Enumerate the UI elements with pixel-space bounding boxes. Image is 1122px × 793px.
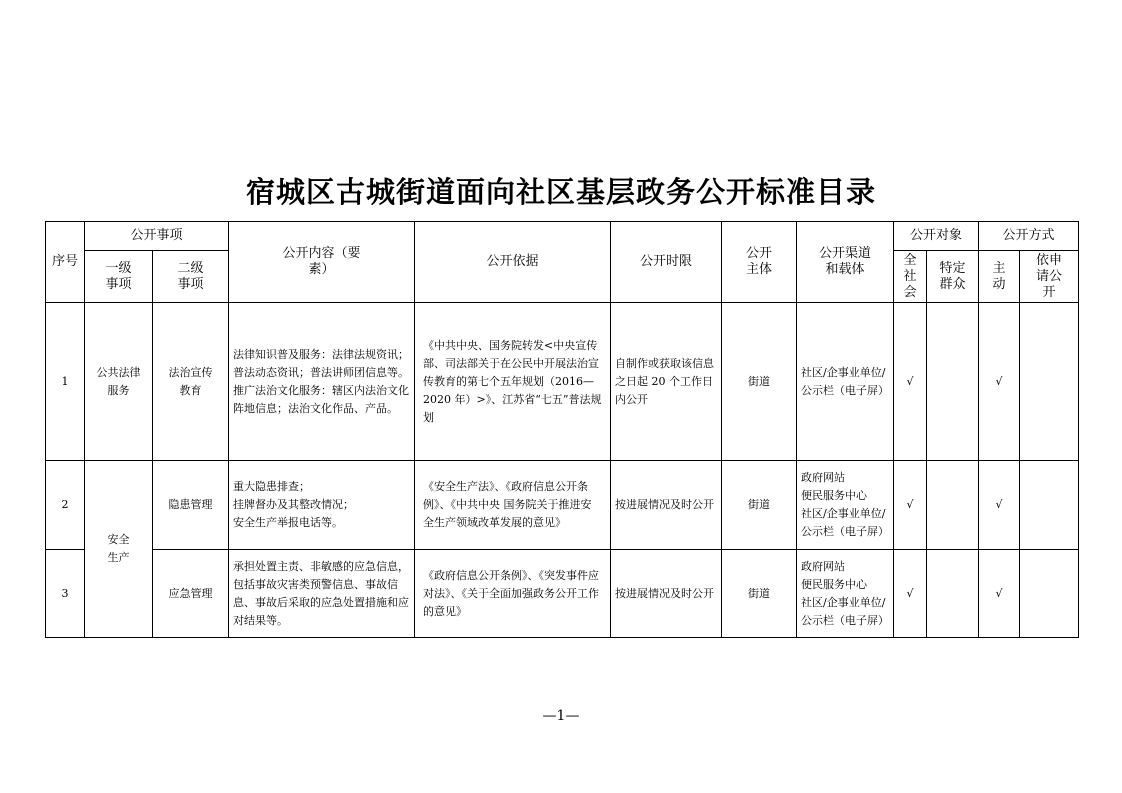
directory-table [45,221,1079,638]
row-check-request [1020,550,1079,638]
row-level1: 安全生产 [85,461,153,638]
table-row [46,461,1079,550]
row-time: 按进展情况及时公开 [611,550,722,638]
row-content: 重大隐患排查； 挂牌督办及其整改情况； 安全生产举报电话等。 [229,461,415,550]
row-check-request [1020,461,1079,550]
row-check-specific [927,461,979,550]
header-level2: 二级事项 [153,251,229,303]
header-seq: 序号 [46,222,85,303]
header-target-specific: 特定群众 [927,251,979,303]
header-basis: 公开依据 [415,222,611,303]
header-subject: 公开主体 [722,222,797,303]
row-check-request [1020,303,1079,461]
row-check-specific [927,303,979,461]
header-mode: 公开方式 [979,222,1079,251]
row-seq: 1 [46,303,85,461]
header-content: 公开内容（要素） [229,222,415,303]
header-row-1 [46,222,1079,251]
header-target: 公开对象 [894,222,979,251]
row-subject: 街道 [722,550,797,638]
row-channel: 社区/企事业单位/公示栏（电子屏） [797,303,894,461]
row-subject: 街道 [722,461,797,550]
row-level2: 法治宣传教育 [153,303,229,461]
header-level1: 一级事项 [85,251,153,303]
header-target-all: 全社会 [894,251,927,303]
row-basis: 《安全生产法》、《政府信息公开条例》、《中共中央 国务院关于推进安全生产领域改革发展的意见》 [415,461,611,550]
row-check-all: √ [894,303,927,461]
row-basis: 《中共中央、国务院转发<中央宣传部、司法部关于在公民中开展法治宣传教育的第七个五年规划（2016—2020 年）>》、江苏省“七五”普法规划 [415,303,611,461]
row-check-active: √ [979,303,1020,461]
row-subject: 街道 [722,303,797,461]
row-content: 法律知识普及服务：法律法规资讯；普法动态资讯；普法讲师团信息等。 推广法治文化服务：辖区内法治文化阵地信息；法治文化作品、产品。 [229,303,415,461]
page-title: 宿城区古城街道面向社区基层政务公开标准目录 [245,175,876,209]
row-basis: 《政府信息公开条例》、《突发事件应对法》、《关于全面加强政务公开工作的意见》 [415,550,611,638]
row-check-specific [927,550,979,638]
row-channel: 政府网站 便民服务中心 社区/企事业单位/公示栏（电子屏） [797,461,894,550]
row-check-all: √ [894,461,927,550]
header-channel: 公开渠道和载体 [797,222,894,303]
row-seq: 2 [46,461,85,550]
row-check-all: √ [894,550,927,638]
header-mode-active: 主动 [979,251,1020,303]
row-level2: 应急管理 [153,550,229,638]
row-level1: 公共法律服务 [85,303,153,461]
row-content: 承担处置主责、非敏感的应急信息，包括事故灾害类预警信息、事故信息、事故后采取的应急处置措施和应对结果等。 [229,550,415,638]
row-time: 自制作或获取该信息之日起 20 个工作日内公开 [611,303,722,461]
row-channel: 政府网站 便民服务中心 社区/企事业单位/公示栏（电子屏） [797,550,894,638]
header-items: 公开事项 [85,222,229,251]
row-check-active: √ [979,550,1020,638]
table-row [46,303,1079,461]
header-mode-request: 依申请公开 [1020,251,1079,303]
header-time: 公开时限 [611,222,722,303]
table-row [46,550,1079,638]
row-check-active: √ [979,461,1020,550]
row-level2: 隐患管理 [153,461,229,550]
row-time: 按进展情况及时公开 [611,461,722,550]
page-number: —1— [542,708,580,724]
row-seq: 3 [46,550,85,638]
